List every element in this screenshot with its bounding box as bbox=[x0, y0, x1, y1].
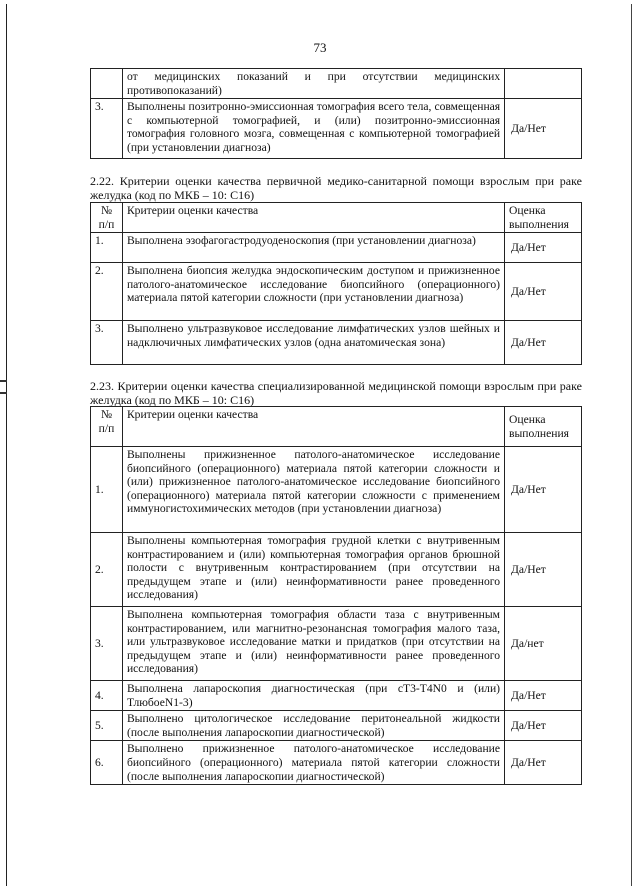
table-header-row bbox=[91, 203, 582, 233]
evaluation: Да/нет bbox=[505, 607, 582, 681]
section-heading-2-23: 2.23. Критерии оценки качества специализированной медицинской помощи взрослым при раке желудка (код по МКБ – 10: С16) bbox=[90, 379, 582, 407]
header-number: № п/п bbox=[91, 203, 123, 233]
evaluation: Да/Нет bbox=[505, 321, 582, 365]
scan-mark bbox=[0, 380, 7, 382]
criterion-text: Выполнено цитологическое исследование перитонеальной жидкости (после выполнения лапароскопии диагностической) bbox=[122, 711, 504, 741]
row-number: 1. bbox=[91, 233, 123, 263]
criterion-text: Выполнена эзофагогастродуоденоскопия (при установлении диагноза) bbox=[122, 233, 504, 263]
evaluation: Да/Нет bbox=[505, 263, 582, 321]
criterion-text: Выполнены прижизненное патолого-анатомическое исследование биопсийного (операционного) материала пятой категории сложности и (или) прижизненное патолого-анатомическое исследование биопсийного (операционного) материала пятой категории сложности с применением иммуногистохимических методов (при установлении диагноза) bbox=[122, 447, 504, 533]
evaluation: Да/Нет bbox=[505, 681, 582, 711]
criterion-text: от медицинских показаний и при отсутствии медицинских противопоказаний) bbox=[122, 69, 504, 99]
row-number: 4. bbox=[91, 681, 123, 711]
row-number: 3. bbox=[91, 99, 123, 159]
table-2-22 bbox=[90, 202, 582, 365]
table-continuation bbox=[90, 68, 582, 159]
header-criteria: Критерии оценки качества bbox=[122, 203, 504, 233]
criterion-text: Выполнено прижизненное патолого-анатомическое исследование биопсийного (операционного) материала пятой категории сложности (после выполнения лапароскопии диагностической) bbox=[122, 741, 504, 785]
evaluation: Да/Нет bbox=[505, 447, 582, 533]
criterion-text: Выполнены компьютерная томография грудной клетки с внутривенным контрастированием и (или) компьютерная томография органов брюшной полости с внутривенным контрастированием (при отсутствии на предыдущем этапе и (или) неинформативности ранее проведенного исследования) bbox=[122, 533, 504, 607]
scan-mark bbox=[0, 392, 7, 394]
table-row bbox=[91, 99, 582, 159]
evaluation: Да/Нет bbox=[505, 533, 582, 607]
section-heading-2-22: 2.22. Критерии оценки качества первичной медико-санитарной помощи взрослым при раке желудка (код по МКБ – 10: С16) bbox=[90, 174, 582, 202]
row-number: 3. bbox=[91, 607, 123, 681]
table-row bbox=[91, 607, 582, 681]
table-row bbox=[91, 741, 582, 785]
criterion-text: Выполнены позитронно-эмиссионная томография всего тела, совмещенная с компьютерной томографией, и (или) позитронно-эмиссионная томография головного мозга, совмещенная с компьютерной томографией (при установлении диагноза) bbox=[122, 99, 504, 159]
table-row bbox=[91, 711, 582, 741]
row-number: 6. bbox=[91, 741, 123, 785]
row-number: 5. bbox=[91, 711, 123, 741]
criterion-text: Выполнена компьютерная томография области таза с внутривенным контрастированием, или магнитно-резонансная томография малого таза, или ультразвуковое исследование матки и придатков (при отсутствии на предыдущем этапе и (или) неинформативности ранее проведенного исследования) bbox=[122, 607, 504, 681]
header-criteria: Критерии оценки качества bbox=[122, 407, 504, 447]
criterion-text: Выполнена лапароскопия диагностическая (при сТ3-Т4N0 и (или) ТлюбоеN1-3) bbox=[122, 681, 504, 711]
table-row bbox=[91, 69, 582, 99]
row-number: 3. bbox=[91, 321, 123, 365]
row-number: 2. bbox=[91, 533, 123, 607]
evaluation: Да/Нет bbox=[505, 233, 582, 263]
evaluation bbox=[505, 69, 582, 99]
table-row bbox=[91, 321, 582, 365]
table-row bbox=[91, 533, 582, 607]
evaluation: Да/Нет bbox=[505, 99, 582, 159]
header-evaluation: Оценка выполнения bbox=[505, 203, 582, 233]
page-number: 73 bbox=[313, 40, 327, 55]
evaluation: Да/Нет bbox=[505, 711, 582, 741]
row-number: 2. bbox=[91, 263, 123, 321]
table-row bbox=[91, 447, 582, 533]
row-number: 1. bbox=[91, 447, 123, 533]
evaluation: Да/Нет bbox=[505, 741, 582, 785]
header-number: № п/п bbox=[91, 407, 123, 447]
table-row bbox=[91, 233, 582, 263]
criterion-text: Выполнено ультразвуковое исследование лимфатических узлов шейных и надключичных лимфатических узлов (одна анатомическая зона) bbox=[122, 321, 504, 365]
row-number bbox=[91, 69, 123, 99]
table-row bbox=[91, 681, 582, 711]
criterion-text: Выполнена биопсия желудка эндоскопическим доступом и прижизненное патолого-анатомическое исследование биопсийного (операционного) материала пятой категории сложности (при установлении диагноза) bbox=[122, 263, 504, 321]
table-row bbox=[91, 263, 582, 321]
table-2-23 bbox=[90, 406, 582, 785]
table-header-row bbox=[91, 407, 582, 447]
header-evaluation: Оценка выполнения bbox=[505, 407, 582, 447]
